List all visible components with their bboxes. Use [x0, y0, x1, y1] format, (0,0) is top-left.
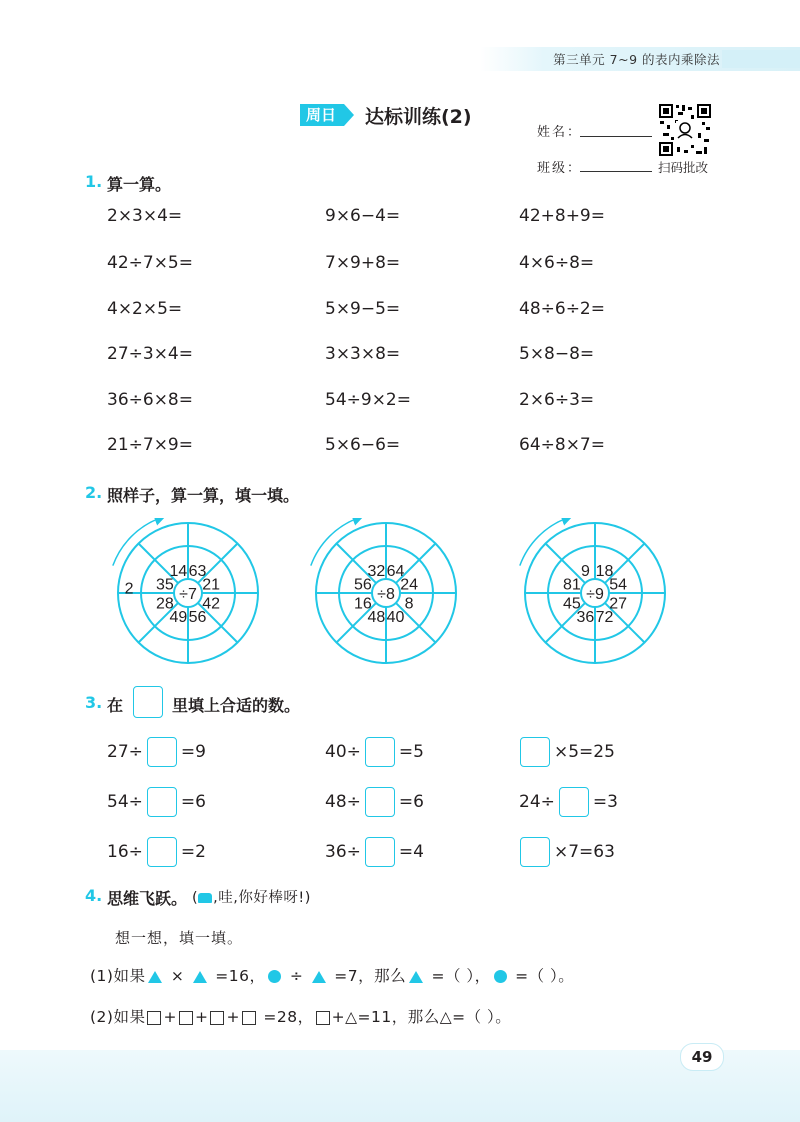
- answer-box[interactable]: [559, 787, 589, 817]
- q4-title: 思维飞跃。: [107, 889, 188, 908]
- q1-expr: 2×3×4=: [107, 206, 183, 226]
- q3-item: 54÷ =6: [107, 787, 206, 817]
- wheel-inner-number: 14: [169, 562, 188, 580]
- q3-item: 27÷ =9: [107, 737, 206, 767]
- q3-item: 24÷ =3: [519, 787, 618, 817]
- wheel-inner-number: 32: [367, 562, 386, 580]
- q3-item: 40÷ =5: [325, 737, 424, 767]
- q4-note: ( ,哇,你好棒呀!): [192, 890, 311, 906]
- answer-box[interactable]: [147, 737, 177, 767]
- answer-box[interactable]: [365, 787, 395, 817]
- wheel-inner-number: 72: [595, 609, 614, 627]
- q1-expr: 7×9+8=: [325, 253, 401, 273]
- q4-number: 4.: [85, 886, 103, 905]
- wheel-inner-number: 49: [169, 609, 188, 627]
- q1-expr: 4×6÷8=: [519, 253, 595, 273]
- name-label: 姓名：: [537, 125, 583, 140]
- q3-item: ×5=25: [516, 737, 615, 767]
- page-number: 49: [680, 1043, 724, 1071]
- wheel-inner-number: 9: [580, 562, 590, 580]
- wheel-inner-number: 28: [156, 595, 174, 613]
- q4-line-2: (2)如果 + + + =28， +△=11，那么△=（ ）。: [90, 1008, 512, 1026]
- q3-item: 48÷ =6: [325, 787, 424, 817]
- class-field[interactable]: [580, 171, 652, 172]
- q1-expr: 42÷7×5=: [107, 253, 193, 273]
- q3-title-box: [133, 686, 163, 718]
- wheel-operator: ÷7: [179, 586, 197, 603]
- q3-item: 16÷ =2: [107, 837, 206, 867]
- square-icon: [316, 1011, 330, 1025]
- q3-number: 3.: [85, 693, 103, 712]
- square-icon: [179, 1011, 193, 1025]
- wheel-inner-number: 63: [188, 562, 207, 580]
- q3-title-post: 里填上合适的数。: [172, 696, 301, 715]
- wheel-operator: ÷9: [586, 586, 604, 603]
- wheel-inner-number: 42: [202, 595, 220, 613]
- square-icon: [147, 1011, 161, 1025]
- q1-title: 算一算。: [107, 175, 172, 194]
- scan-label: 扫码批改: [658, 160, 709, 175]
- wheel-inner-number: 8: [404, 595, 414, 613]
- answer-box[interactable]: [147, 837, 177, 867]
- circle-icon: [268, 970, 281, 983]
- answer-box[interactable]: [147, 787, 177, 817]
- q2-number: 2.: [85, 483, 103, 502]
- wheel: [311, 518, 456, 663]
- thumbs-up-icon: [198, 893, 212, 903]
- q1-expr: 5×6−6=: [325, 435, 401, 455]
- q1-expr: 9×6−4=: [325, 206, 401, 226]
- q3-item: ×7=63: [516, 837, 615, 867]
- q4-think: 想一想，填一填。: [115, 929, 244, 947]
- triangle-icon: [409, 971, 423, 983]
- division-wheels: [90, 518, 690, 668]
- circle-icon: [494, 970, 507, 983]
- qr-code-icon[interactable]: [658, 103, 712, 157]
- wheel-outer-answer: 2: [124, 580, 134, 598]
- wheel-inner-number: 48: [367, 609, 386, 627]
- q1-expr: 21÷7×9=: [107, 435, 193, 455]
- answer-box[interactable]: [520, 737, 550, 767]
- q1-number: 1.: [85, 172, 103, 191]
- q1-expr: 42+8+9=: [519, 206, 605, 226]
- triangle-icon: [193, 971, 207, 983]
- wheel-inner-number: 40: [386, 609, 405, 627]
- q1-expr: 48÷6÷2=: [519, 299, 605, 319]
- wheel-operator: ÷8: [377, 586, 395, 603]
- wheel-inner-number: 21: [202, 576, 220, 594]
- q2-title: 照样子，算一算，填一填。: [107, 486, 300, 505]
- page-title: 达标训练(2): [365, 106, 472, 128]
- wheel-inner-number: 56: [354, 576, 372, 594]
- q1-expr: 3×3×8=: [325, 344, 401, 364]
- q3-title-pre: 在: [107, 696, 124, 715]
- answer-box[interactable]: [365, 737, 395, 767]
- day-tag: 周日: [300, 104, 344, 126]
- wheel: [113, 518, 258, 663]
- wheel-inner-number: 35: [156, 576, 174, 594]
- q1-expr: 4×2×5=: [107, 299, 183, 319]
- q1-expr: 54÷9×2=: [325, 390, 411, 410]
- q1-expr: 5×9−5=: [325, 299, 401, 319]
- answer-box[interactable]: [365, 837, 395, 867]
- header-tab: [722, 50, 800, 68]
- answer-box[interactable]: [520, 837, 550, 867]
- q1-expr: 5×8−8=: [519, 344, 595, 364]
- triangle-icon: [148, 971, 162, 983]
- q4-line-1: (1)如果 × =16， ÷ =7，那么 =（ ）， =（ ）。: [90, 967, 575, 985]
- wheel: [520, 518, 665, 663]
- triangle-icon: [312, 971, 326, 983]
- q1-expr: 27÷3×4=: [107, 344, 193, 364]
- unit-header: 第三单元 7~9 的表内乘除法: [553, 52, 720, 67]
- q3-item: 36÷ =4: [325, 837, 424, 867]
- q1-expr: 36÷6×8=: [107, 390, 193, 410]
- square-icon: [210, 1011, 224, 1025]
- wheel-inner-number: 24: [400, 576, 418, 594]
- square-icon: [242, 1011, 256, 1025]
- q1-expr: 2×6÷3=: [519, 390, 595, 410]
- wheel-inner-number: 56: [188, 609, 207, 627]
- wheel-inner-number: 64: [386, 562, 405, 580]
- name-field[interactable]: [580, 136, 652, 137]
- wheel-inner-number: 81: [563, 576, 581, 594]
- wheel-inner-number: 45: [563, 595, 581, 613]
- wheel-inner-number: 54: [609, 576, 627, 594]
- wheel-inner-number: 36: [576, 609, 595, 627]
- class-label: 班级：: [537, 161, 583, 176]
- q1-expr: 64÷8×7=: [519, 435, 605, 455]
- wheel-inner-number: 16: [354, 595, 372, 613]
- wheel-inner-number: 18: [595, 562, 614, 580]
- wheel-inner-number: 27: [609, 595, 627, 613]
